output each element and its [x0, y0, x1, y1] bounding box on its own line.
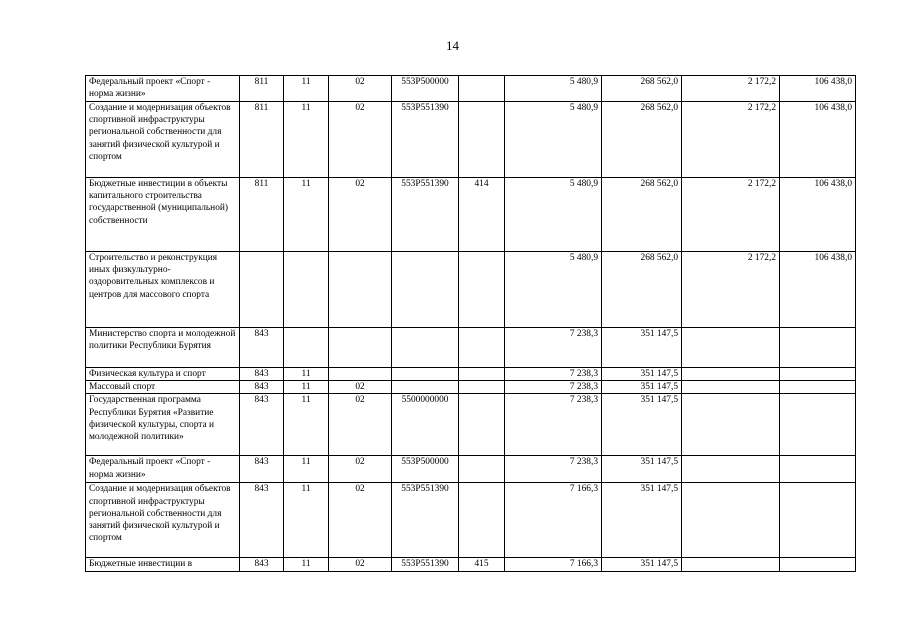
- amount-2-cell: 268 562,0: [602, 102, 682, 178]
- expense-type-cell: [459, 76, 505, 102]
- subsection-cell: 02: [329, 76, 392, 102]
- table-row: [86, 483, 856, 558]
- amount-4-cell: [780, 558, 856, 571]
- table-row: [86, 328, 856, 368]
- expense-type-cell: 415: [459, 558, 505, 571]
- row-name-cell: Создание и модернизация объектов спортивной инфраструктуры региональной собственности для занятий физической культурой и спортом: [86, 102, 240, 178]
- grbs-cell: [240, 252, 284, 328]
- target-article-cell: 5500000000: [392, 394, 459, 456]
- amount-2-cell: 351 147,5: [602, 328, 682, 368]
- table-row: [86, 394, 856, 456]
- target-article-cell: [392, 381, 459, 394]
- amount-2-cell: 268 562,0: [602, 252, 682, 328]
- amount-3-cell: [682, 558, 780, 571]
- section-cell: 11: [284, 483, 329, 558]
- section-cell: 11: [284, 178, 329, 252]
- amount-3-cell: [682, 394, 780, 456]
- amount-4-cell: [780, 456, 856, 483]
- amount-1-cell: 7 238,3: [505, 394, 602, 456]
- amount-2-cell: 351 147,5: [602, 483, 682, 558]
- amount-4-cell: 106 438,0: [780, 76, 856, 102]
- amount-2-cell: 351 147,5: [602, 368, 682, 381]
- expense-type-cell: [459, 252, 505, 328]
- amount-1-cell: 7 166,3: [505, 483, 602, 558]
- grbs-cell: 843: [240, 381, 284, 394]
- table-row: [86, 381, 856, 394]
- amount-3-cell: [682, 368, 780, 381]
- amount-2-cell: 351 147,5: [602, 558, 682, 571]
- row-name-cell: Массовый спорт: [86, 381, 240, 394]
- grbs-cell: 843: [240, 368, 284, 381]
- subsection-cell: 02: [329, 558, 392, 571]
- target-article-cell: 553P551390: [392, 558, 459, 571]
- expense-type-cell: [459, 483, 505, 558]
- row-name-cell: Создание и модернизация объектов спортивной инфраструктуры региональной собственности для занятий физической культурой и спортом: [86, 483, 240, 558]
- section-cell: 11: [284, 558, 329, 571]
- row-name-cell: Бюджетные инвестиции в: [86, 558, 240, 571]
- amount-3-cell: 2 172,2: [682, 76, 780, 102]
- table-row: [86, 558, 856, 571]
- amount-3-cell: 2 172,2: [682, 102, 780, 178]
- row-name-cell: Физическая культура и спорт: [86, 368, 240, 381]
- amount-1-cell: 5 480,9: [505, 102, 602, 178]
- target-article-cell: 553P500000: [392, 456, 459, 483]
- row-name-cell: Строительство и реконструкция иных физкультурно-оздоровительных комплексов и центров для массового спорта: [86, 252, 240, 328]
- amount-3-cell: 2 172,2: [682, 178, 780, 252]
- amount-1-cell: 7 166,3: [505, 558, 602, 571]
- amount-3-cell: 2 172,2: [682, 252, 780, 328]
- amount-4-cell: [780, 381, 856, 394]
- amount-4-cell: [780, 483, 856, 558]
- amount-1-cell: 7 238,3: [505, 328, 602, 368]
- row-name-cell: Государственная программа Республики Бурятия «Развитие физической культуры, спорта и молодежной политики»: [86, 394, 240, 456]
- expense-type-cell: [459, 381, 505, 394]
- amount-2-cell: 351 147,5: [602, 394, 682, 456]
- page-number: 14: [446, 38, 459, 53]
- amount-4-cell: 106 438,0: [780, 178, 856, 252]
- table-row: [86, 368, 856, 381]
- amount-2-cell: 268 562,0: [602, 76, 682, 102]
- row-name-cell: Федеральный проект «Спорт - норма жизни»: [86, 456, 240, 483]
- subsection-cell: 02: [329, 483, 392, 558]
- amount-4-cell: [780, 394, 856, 456]
- amount-4-cell: 106 438,0: [780, 102, 856, 178]
- grbs-cell: 843: [240, 328, 284, 368]
- section-cell: [284, 328, 329, 368]
- expense-type-cell: [459, 102, 505, 178]
- budget-table: [85, 75, 856, 572]
- amount-1-cell: 5 480,9: [505, 252, 602, 328]
- amount-4-cell: [780, 328, 856, 368]
- target-article-cell: 553P551390: [392, 483, 459, 558]
- amount-1-cell: 5 480,9: [505, 178, 602, 252]
- amount-1-cell: 7 238,3: [505, 456, 602, 483]
- amount-2-cell: 268 562,0: [602, 178, 682, 252]
- target-article-cell: [392, 368, 459, 381]
- grbs-cell: 811: [240, 76, 284, 102]
- table-row: [86, 76, 856, 102]
- amount-3-cell: [682, 328, 780, 368]
- subsection-cell: 02: [329, 178, 392, 252]
- amount-2-cell: 351 147,5: [602, 456, 682, 483]
- row-name-cell: Министерство спорта и молодежной политики Республики Бурятия: [86, 328, 240, 368]
- table-row: [86, 252, 856, 328]
- amount-1-cell: 7 238,3: [505, 381, 602, 394]
- amount-4-cell: 106 438,0: [780, 252, 856, 328]
- section-cell: 11: [284, 381, 329, 394]
- subsection-cell: 02: [329, 381, 392, 394]
- table-row: [86, 456, 856, 483]
- target-article-cell: [392, 328, 459, 368]
- subsection-cell: [329, 328, 392, 368]
- grbs-cell: 843: [240, 394, 284, 456]
- section-cell: 11: [284, 76, 329, 102]
- section-cell: 11: [284, 102, 329, 178]
- grbs-cell: 811: [240, 102, 284, 178]
- section-cell: 11: [284, 394, 329, 456]
- section-cell: [284, 252, 329, 328]
- section-cell: 11: [284, 368, 329, 381]
- amount-2-cell: 351 147,5: [602, 381, 682, 394]
- expense-type-cell: [459, 394, 505, 456]
- target-article-cell: 553P551390: [392, 178, 459, 252]
- target-article-cell: 553P551390: [392, 102, 459, 178]
- amount-3-cell: [682, 483, 780, 558]
- amount-4-cell: [780, 368, 856, 381]
- amount-1-cell: 7 238,3: [505, 368, 602, 381]
- grbs-cell: 811: [240, 178, 284, 252]
- expense-type-cell: [459, 456, 505, 483]
- subsection-cell: [329, 368, 392, 381]
- expense-type-cell: [459, 368, 505, 381]
- table-row: [86, 178, 856, 252]
- target-article-cell: [392, 252, 459, 328]
- grbs-cell: 843: [240, 483, 284, 558]
- table-row: [86, 102, 856, 178]
- row-name-cell: Бюджетные инвестиции в объекты капитального строительства государственной (муниципальной) собственности: [86, 178, 240, 252]
- expense-type-cell: 414: [459, 178, 505, 252]
- row-name-cell: Федеральный проект «Спорт - норма жизни»: [86, 76, 240, 102]
- expense-type-cell: [459, 328, 505, 368]
- section-cell: 11: [284, 456, 329, 483]
- grbs-cell: 843: [240, 456, 284, 483]
- subsection-cell: 02: [329, 456, 392, 483]
- grbs-cell: 843: [240, 558, 284, 571]
- subsection-cell: [329, 252, 392, 328]
- amount-3-cell: [682, 456, 780, 483]
- subsection-cell: 02: [329, 394, 392, 456]
- amount-3-cell: [682, 381, 780, 394]
- target-article-cell: 553P500000: [392, 76, 459, 102]
- amount-1-cell: 5 480,9: [505, 76, 602, 102]
- subsection-cell: 02: [329, 102, 392, 178]
